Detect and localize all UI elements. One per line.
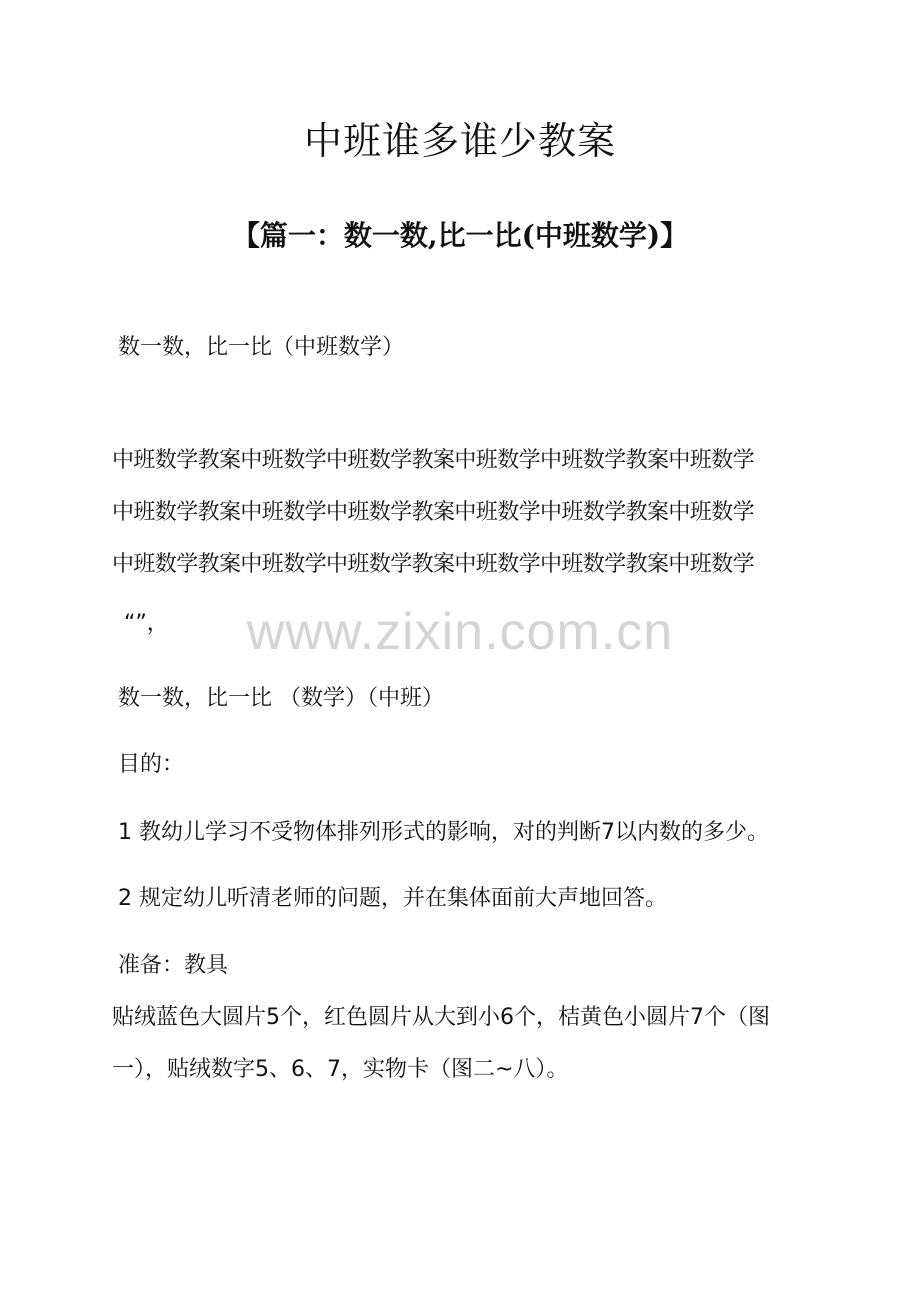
quote-line: “”，	[124, 611, 169, 636]
purpose-label: 目的：	[118, 752, 185, 777]
repeat-line-3: 中班数学教案中班数学中班数学教案中班数学中班数学教案中班数学	[112, 552, 755, 577]
lesson-heading: 数一数，比一比 （数学）（中班）	[118, 686, 444, 711]
section-heading: 数一数，比一比（中班数学）	[118, 335, 405, 360]
prep-line-1: 贴绒蓝色大圆片5个，红色圆片从大到小6个，桔黄色小圆片7个（图	[112, 1005, 770, 1030]
prep-label: 准备：教具	[118, 953, 229, 978]
document-title: 中班谁多谁少教案	[303, 119, 616, 163]
repeat-line-1: 中班数学教案中班数学中班数学教案中班数学中班数学教案中班数学	[112, 448, 755, 473]
document-subtitle: 【篇一：数一数,比一比(中班数学)】	[231, 219, 689, 252]
prep-line-2: 一），贴绒数字5、6、7，实物卡（图二~八）。	[112, 1057, 569, 1082]
repeat-line-2: 中班数学教案中班数学中班数学教案中班数学中班数学教案中班数学	[112, 500, 755, 525]
goal-2: 2 规定幼儿听清老师的问题，并在集体面前大声地回答。	[118, 886, 667, 911]
goal-1: 1 教幼儿学习不受物体排列形式的影响，对的判断7以内数的多少。	[118, 820, 769, 845]
watermark-text: www.zixin.com.cn	[246, 603, 674, 661]
